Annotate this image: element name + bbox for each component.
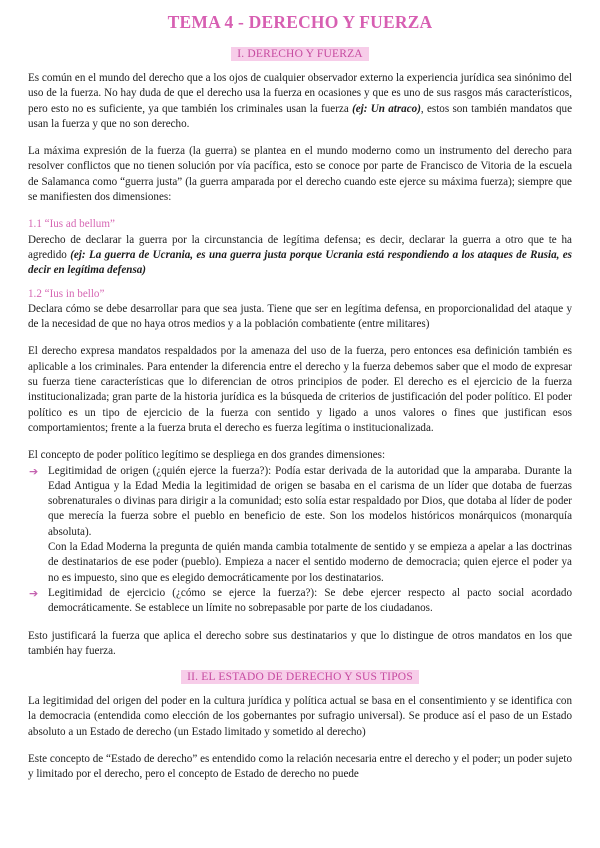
paragraph-3: El derecho expresa mandatos respaldados por la amenaza del uso de la fuerza, pero entonces esa definición también es aplicable a los criminales. Para entender la diferencia entre el derecho y la fuerza debemos saber que el modo de expresar su fuerza tiene características que lo diferencian de otros principios de poder. El derecho es el ejercicio de la fuerza institucionalizada; gran parte de la historia jurídica es la búsqueda de criterios de justificación del poder político. El poder político es un tipo de ejercicio de la fuerza con sentido y ligado a unos valores o fines que justifican esos comportamientos; frente a la fuerza bruta el derecho es fuerza legítima o institucionalizada.	[28, 345, 572, 434]
list-item-origin-text: Legitimidad de origen (¿quién ejerce la fuerza?): Podía estar derivada de la autoridad que la amparaba. Durante la Edad Antigua y la Edad Media la legitimidad de origen se basaba en el carisma de un líder que dotaba de fuerzas sobrenaturales o divinas para dirigir a la comunidad; esto solía estar respaldado por Dios, que dotaba al líder de poder que merecía la fuerza sobre el pueblo en beneficio de este. Son los modelos históricos monárquicos (monarquía absoluta).	[48, 464, 572, 538]
paragraph-5: Esto justificará la fuerza que aplica el derecho sobre sus destinatarios y que lo distingue de otros mandatos en los que también hay fuerza.	[28, 629, 572, 657]
paragraph-ius-in-bello: Declara cómo se debe desarrollar para que sea justa. Tiene que ser en legítima defensa, en proporcionalidad del ataque y de la necesidad de que no haya otros medios y a la población combatiente (entre militares)	[28, 302, 572, 331]
ius-ad-bellum-example: (ej: La guerra de Ucrania, es una guerra justa porque Ucrania está respondiendo a los ataques de Rusia, es decir en legítima defensa)	[28, 248, 572, 277]
paragraph-1	[28, 71, 572, 132]
paragraph-2: La máxima expresión de la fuerza (la guerra) se plantea en el mundo moderno como un instrumento del derecho para resolver conflictos que no tienen solución por vía pacífica, esto se conoce por parte de Francisco de Vitoria de la escuela de Salamanca como “guerra justa” (la guerra amparada por el derecho cuando este ejerce su máxima fuerza); siempre que se manifiesten dos dimensiones:	[28, 145, 572, 204]
list-item-exercise	[28, 586, 572, 617]
paragraph-1-example: (ej: Un atraco)	[352, 102, 421, 115]
section-heading-1	[28, 44, 572, 62]
section-heading-2-label: II. EL ESTADO DE DERECHO Y SUS TIPOS	[181, 670, 419, 684]
paragraph-1-text-b: , estos son también mandatos que usan la fuerza y que no son derecho.	[28, 102, 572, 130]
page-title: TEMA 4 - DERECHO Y FUERZA	[167, 12, 433, 32]
list-item-origin-continuation: Con la Edad Moderna la pregunta de quién manda cambia totalmente de sentido y se empieza a apelar a las doctrinas de destinatarios de ese poder (pueblo). Empieza a nacer el sentido moderno de democracia; quien ejerce el poder ya no es impuesto, sino que es elegido democráticamente por los destinatarios.	[48, 541, 572, 584]
section-heading-2	[28, 667, 572, 685]
paragraph-1-text-a: Es común en el mundo del derecho que a los ojos de cualquier observador externo la experiencia jurídica sea sinónimo del uso de la fuerza. No hay duda de que el derecho usa la fuerza en ocasiones y que es uno de sus rasgos más característicos, pero esto no es suficiente, ya que también los criminales usan la fuerza	[28, 72, 572, 115]
legitimacy-list	[28, 464, 572, 540]
paragraph-ius-ad-bellum	[28, 233, 572, 279]
arrow-right-icon: ➔	[29, 586, 39, 600]
list-item-origin	[28, 464, 572, 540]
list-item-exercise-text: Legitimidad de ejercicio (¿cómo se ejerce la fuerza?): Se debe ejercer respecto al pacto social acordado democráticamente. Se establece un límite no sobrepasable por parte de los ciudadanos.	[48, 586, 572, 615]
subheading-ius-ad-bellum: 1.1 “Ius ad bellum”	[28, 218, 115, 231]
legitimacy-list-2	[28, 586, 572, 617]
arrow-right-icon: ➔	[29, 464, 39, 478]
ius-ad-bellum-text: Derecho de declarar la guerra por la circunstancia de legítima defensa; es decir, declarar la guerra a otro que te ha agredido	[28, 233, 572, 261]
paragraph-7: Este concepto de “Estado de derecho” es entendido como la relación necesaria entre el derecho y el poder; un poder sujeto y limitado por el derecho, pero el concepto de Estado de derecho no puede	[28, 752, 572, 781]
section-heading-1-label: I. DERECHO Y FUERZA	[231, 47, 369, 61]
paragraph-6: La legitimidad del origen del poder en la cultura jurídica y política actual se basa en el consentimiento y se identifica con la democracia (entendida como elección de los gobernantes por sufragio universal). Se produce así el paso de un Estado absoluto a un Estado de derecho (un Estado limitado y sometido al derecho)	[28, 695, 572, 738]
subheading-ius-in-bello: 1.2 “Ius in bello”	[28, 287, 105, 300]
paragraph-4: El concepto de poder político legítimo se despliega en dos grandes dimensiones:	[28, 449, 386, 462]
